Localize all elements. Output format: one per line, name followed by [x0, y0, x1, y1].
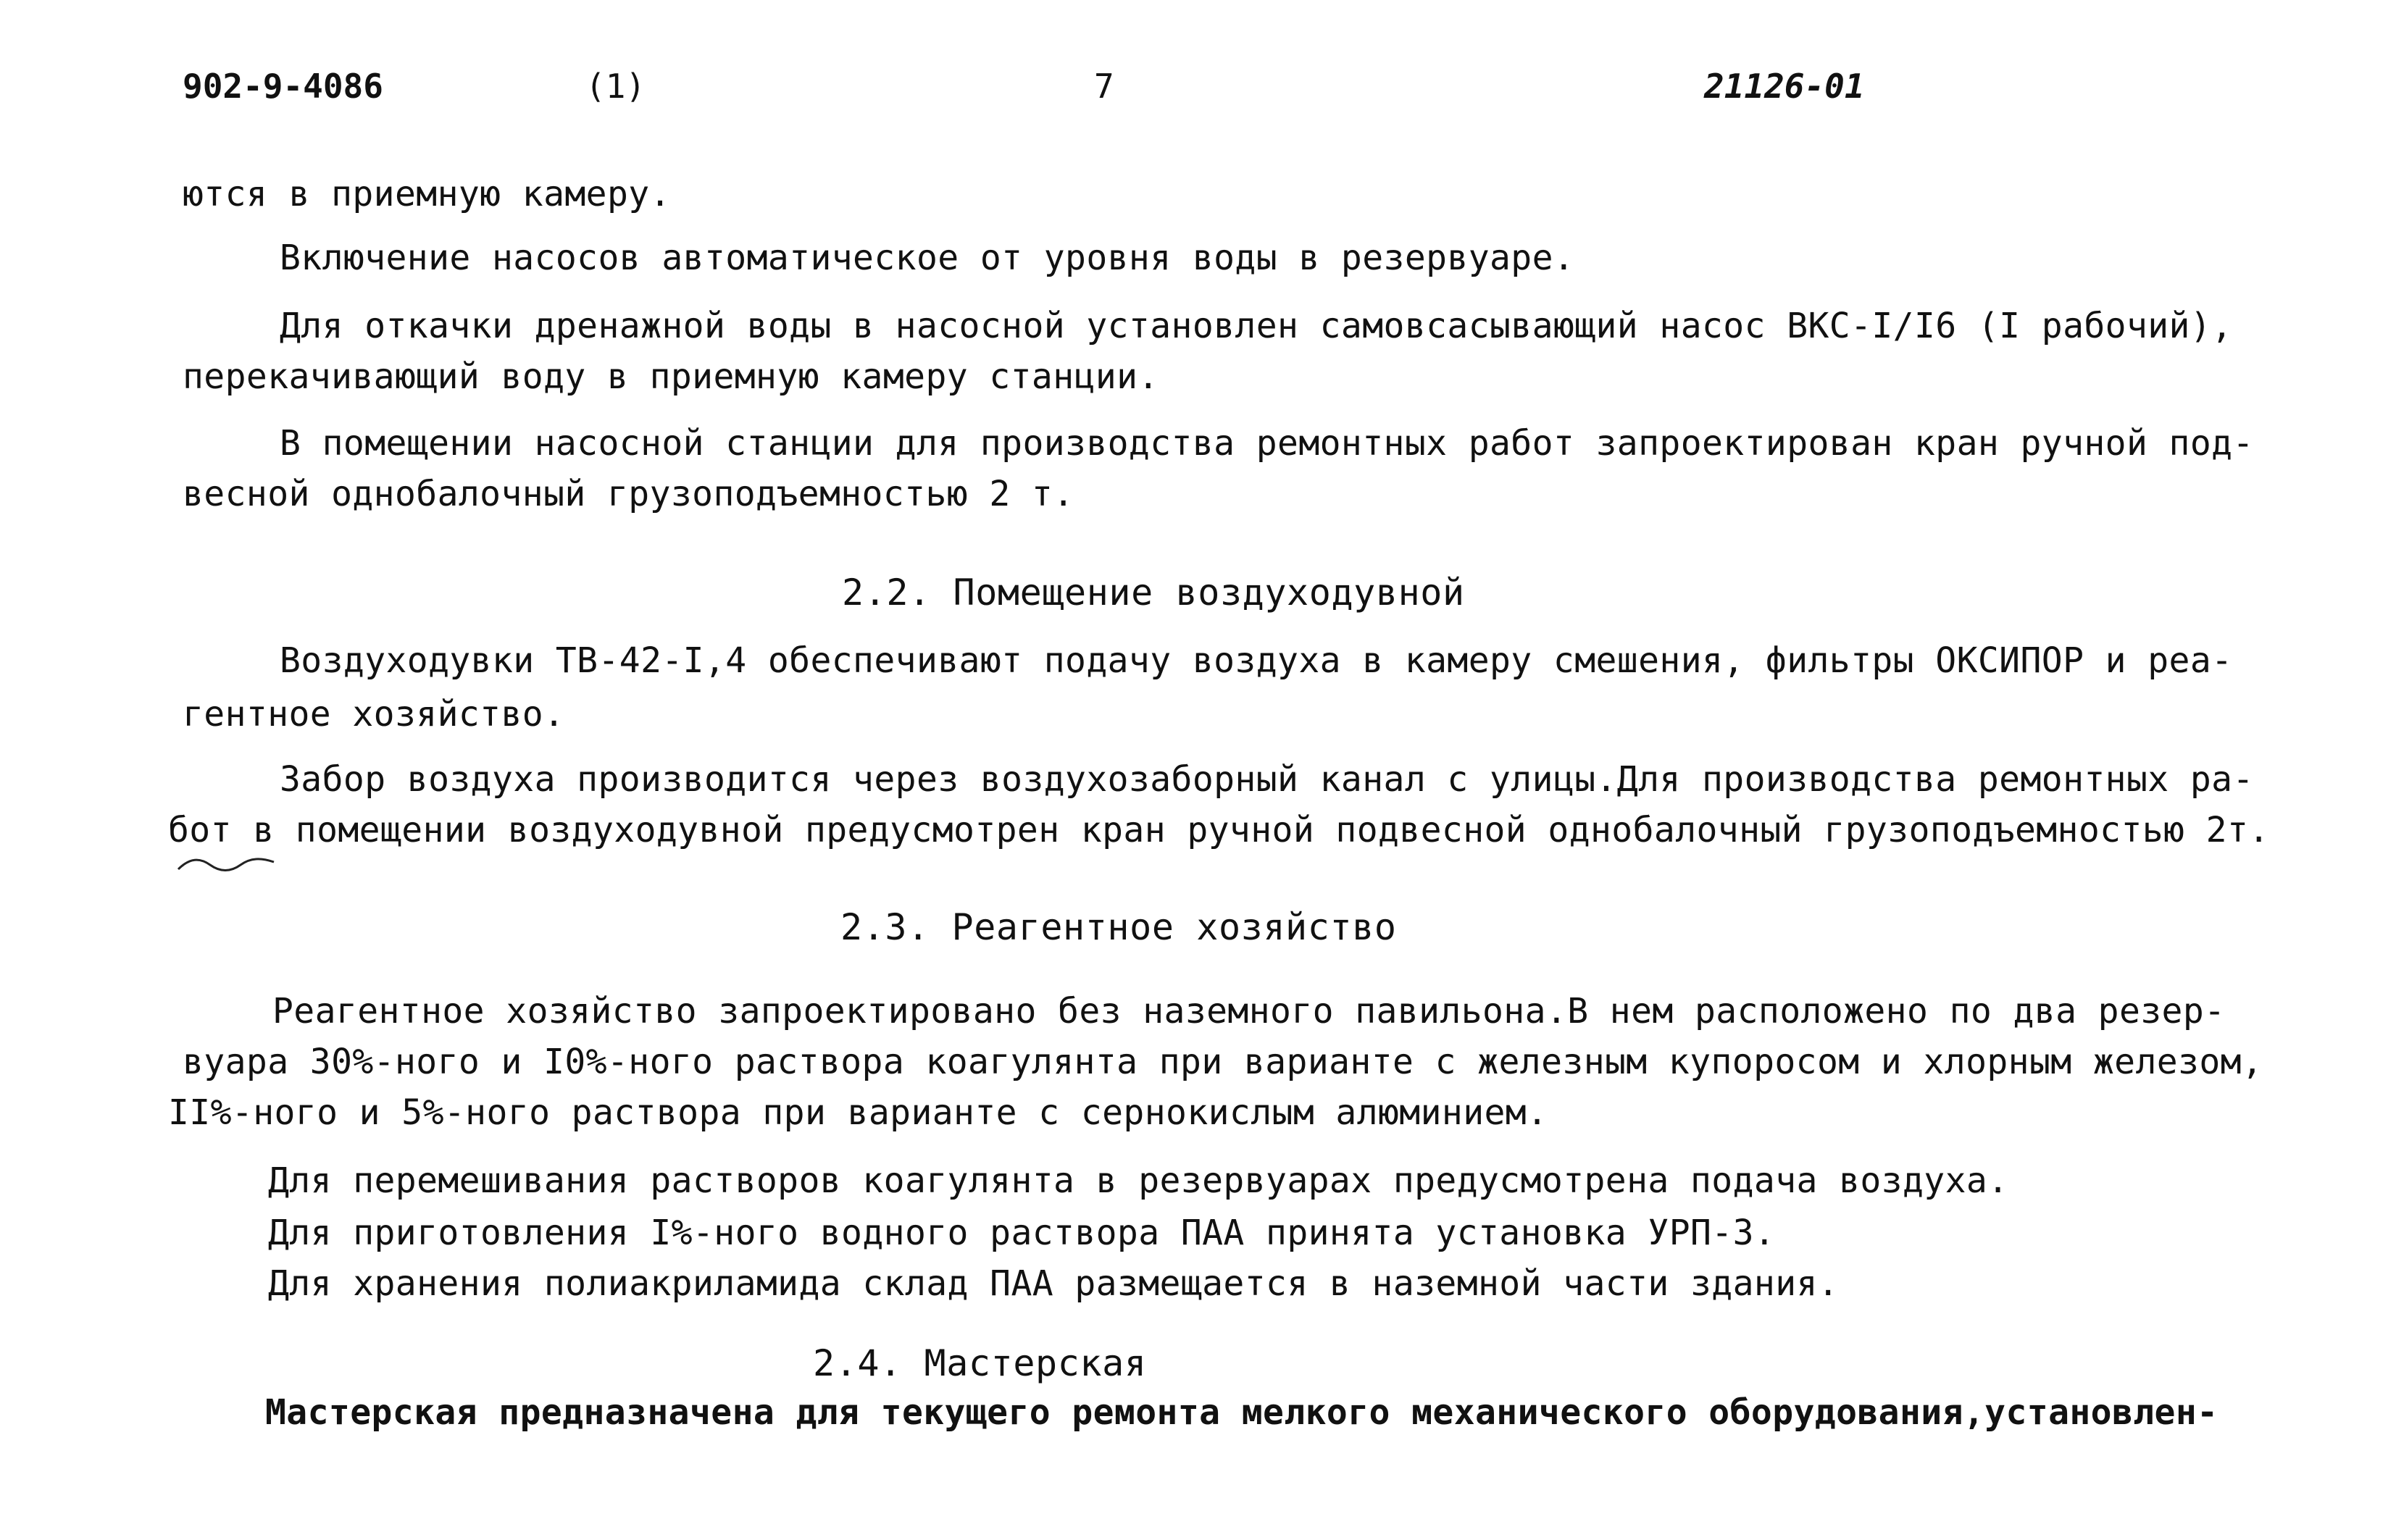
text-line: Воздуходувки ТВ-42-I,4 обеспечивают подачу воздуха в камеру смешения, фильтры ОКСИПОР и реа-: [280, 640, 2233, 681]
text-line: вуара 30%-ного и I0%-ного раствора коагулянта при варианте с железным купоросом и хлорным железом,: [183, 1042, 2263, 1082]
text-line: II%-ного и 5%-ного раствора при варианте с сернокислым алюминием.: [168, 1092, 1548, 1133]
text-line: ются в приемную камеру.: [183, 174, 671, 214]
handwritten-squiggle-mark: [177, 853, 275, 875]
text-line: бот в помещении воздуходувной предусмотрен кран ручной подвесной однобалочный грузоподъемностью 2т.: [168, 810, 2270, 850]
doc-number: 902-9-4086: [183, 67, 383, 106]
section-heading-2-2: 2.2. Помещение воздуходувной: [842, 572, 1465, 614]
text-line: Забор воздуха производится через воздухозаборный канал с улицы.Для производства ремонтных ра-: [280, 759, 2254, 800]
sheet-code: 21126-01: [1704, 67, 1865, 106]
section-heading-2-3: 2.3. Реагентное хозяйство: [840, 906, 1397, 948]
text-line: Для хранения полиакриламида склад ПАА размещается в наземной части здания.: [268, 1263, 1840, 1304]
text-line: В помещении насосной станции для производства ремонтных работ запроектирован кран ручной под-: [280, 423, 2254, 464]
text-line: Для приготовления I%-ного водного раствора ПАА принята установка УРП-3.: [268, 1213, 1776, 1253]
page-number: 7: [1094, 67, 1114, 106]
text-line: Для откачки дренажной воды в насосной установлен самовсасывающий насос ВКС-I/I6 (I рабочий),: [280, 306, 2233, 346]
doc-part: (1): [585, 67, 646, 106]
text-line: гентное хозяйство.: [183, 694, 565, 735]
section-heading-2-4: 2.4. Мастерская: [813, 1342, 1147, 1384]
text-line: Реагентное хозяйство запроектировано без наземного павильона.В нем расположено по два резер-: [272, 991, 2226, 1031]
text-line: Для перемешивания растворов коагулянта в резервуарах предусмотрена подача воздуха.: [268, 1160, 2009, 1201]
text-line: Мастерская предназначена для текущего ремонта мелкого механического оборудования,установлен-: [265, 1392, 2218, 1433]
text-line: весной однобалочный грузоподъемностью 2 т.: [183, 474, 1074, 514]
text-line: Включение насосов автоматическое от уровня воды в резервуаре.: [280, 238, 1575, 278]
text-line: перекачивающий воду в приемную камеру станции.: [183, 356, 1159, 397]
